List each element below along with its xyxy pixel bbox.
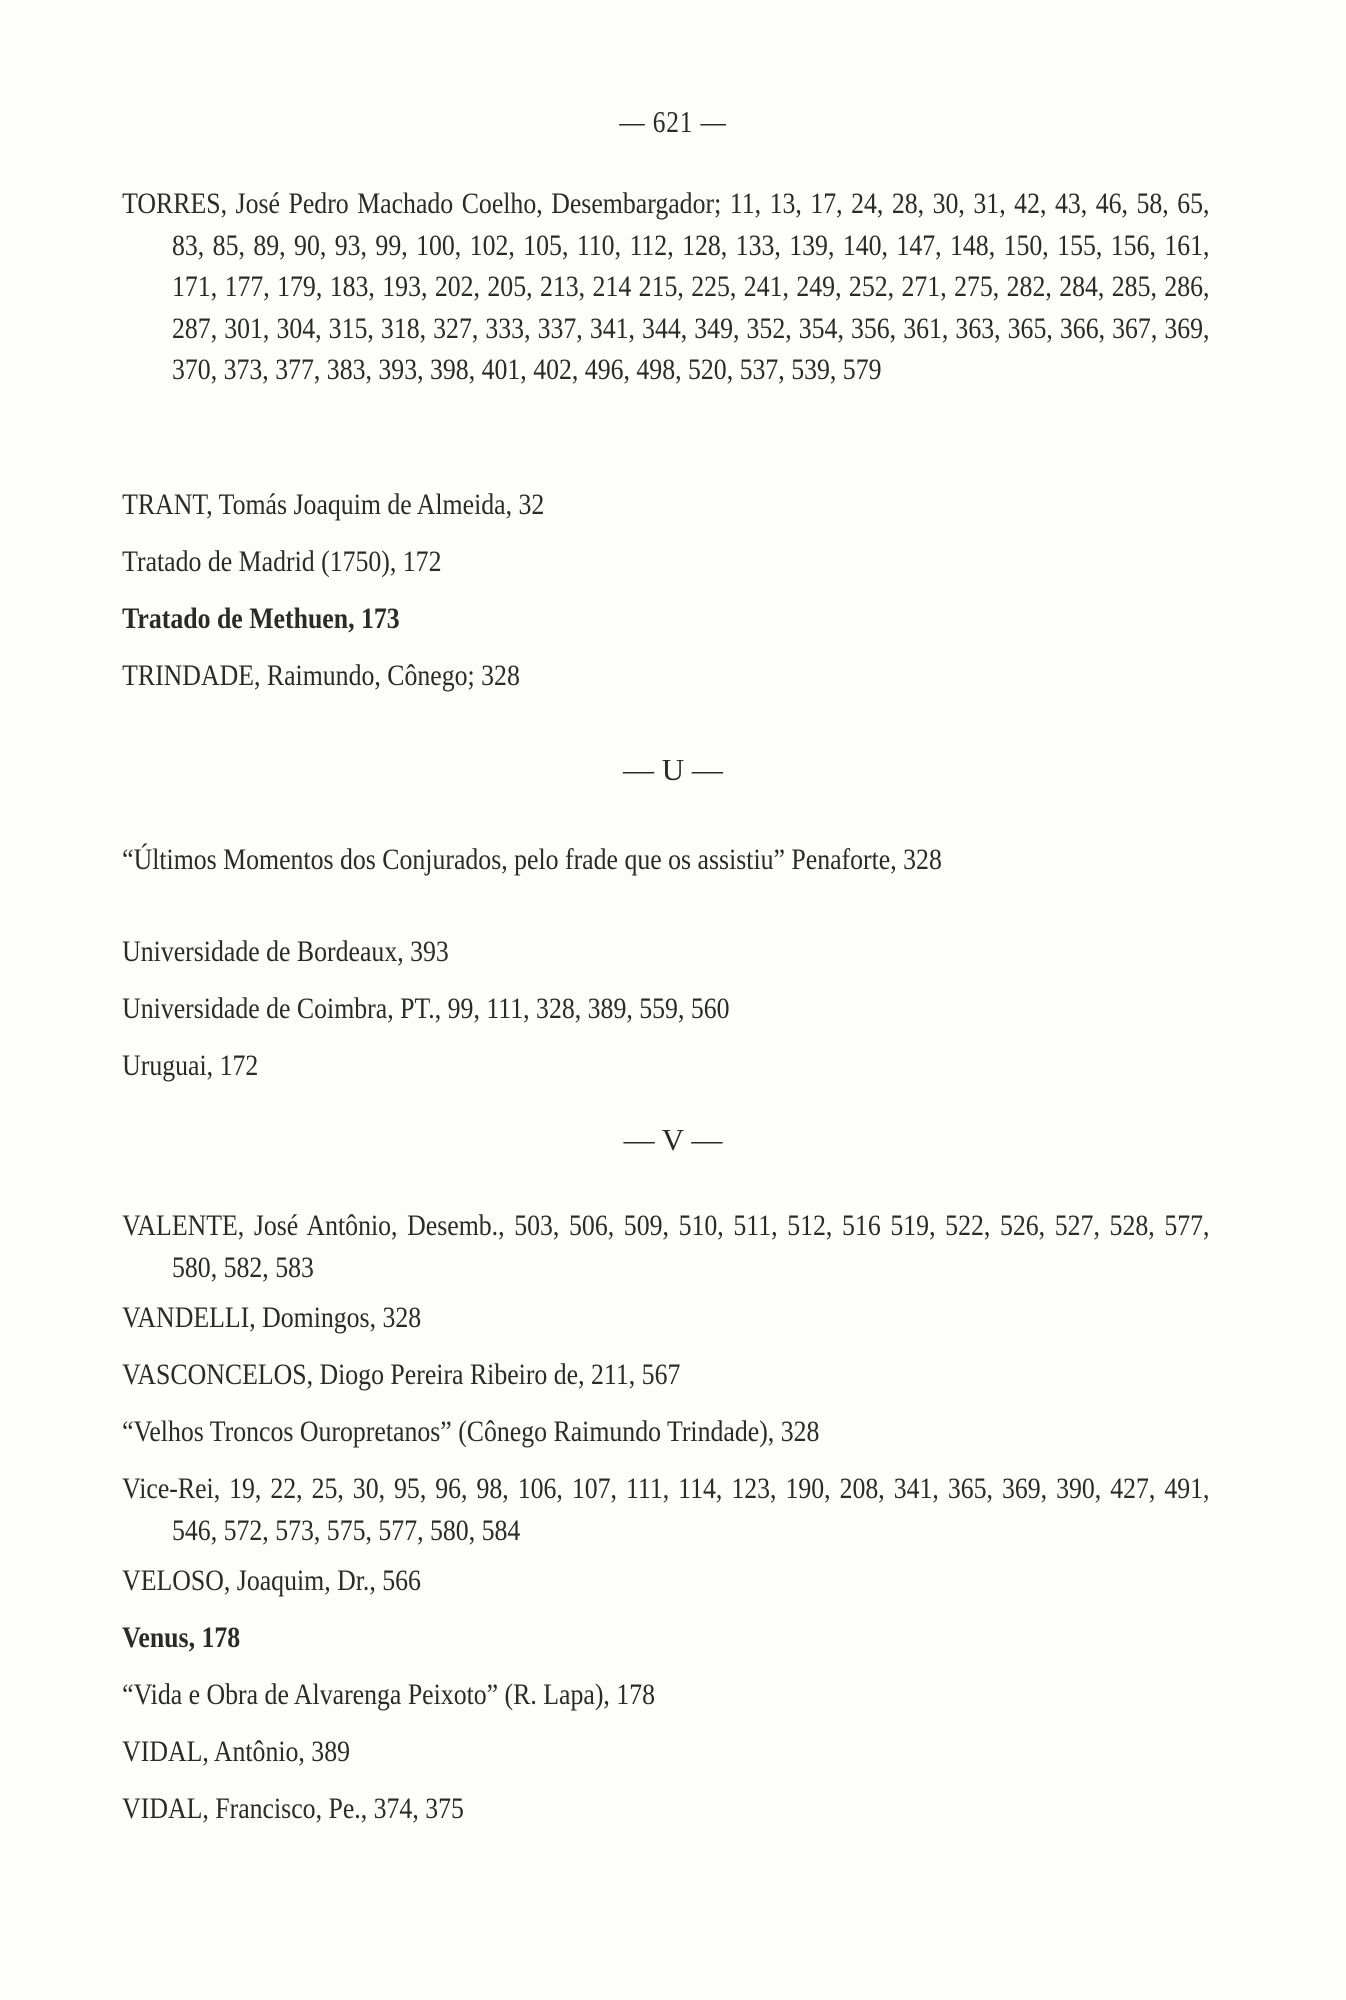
index-entry-trindade bbox=[122, 655, 1270, 697]
index-entry-text: Vice-Rei, 19, 22, 25, 30, 95, 96, 98, 106, 107, 111, 114, 123, 190, 208, 341, 365, 369, 390, 427, 491, 546, 572, 573, 575, 577, 580, 584 bbox=[122, 1472, 1210, 1547]
index-entry-text: VIDAL, Francisco, Pe., 374, 375 bbox=[122, 1792, 464, 1825]
index-entry-valente bbox=[122, 1205, 1270, 1288]
page-number: — 621 — bbox=[619, 104, 727, 139]
section-heading-v: — V — bbox=[623, 1122, 723, 1157]
index-entry-tratado-methuen bbox=[122, 598, 1270, 640]
index-entry-text: Tratado de Methuen, 173 bbox=[122, 602, 400, 635]
index-entry-trant bbox=[122, 484, 1270, 526]
section-heading-u: — U — bbox=[623, 752, 723, 787]
index-entry-vice-rei bbox=[122, 1468, 1270, 1551]
index-entry-vida-e-obra bbox=[122, 1674, 1270, 1716]
index-entry-venus bbox=[122, 1617, 1270, 1659]
index-entry-tratado-madrid bbox=[122, 541, 1270, 583]
index-entry-univ-coimbra bbox=[122, 988, 1270, 1030]
index-entry-text: VANDELLI, Domingos, 328 bbox=[122, 1301, 422, 1334]
index-entry-vandelli bbox=[122, 1297, 1270, 1339]
index-entry-vidal-francisco bbox=[122, 1788, 1270, 1830]
index-entry-torres bbox=[122, 183, 1270, 391]
index-entry-text: TORRES, José Pedro Machado Coelho, Desembargador; 11, 13, 17, 24, 28, 30, 31, 42, 43, 46, 58, 65, 83, 85, 89, 90, 93, 99, 100, 102, 105, 110, 112, 128, 133, 139, 140, 147, 148, 150, 155, 156, 161, 171, 177, 179, 183, 193, 202, 205, 213, 214 215, 225, 241, 249, 252, 271, 275, 282, 284, 285, 286, 287, 301, 304, 315, 318, 327, 333, 337, 341, 344, 349, 352, 354, 356, 361, 363, 365, 366, 367, 369, 370, 373, 377, 383, 393, 398, 401, 402, 496, 498, 520, 537, 539, 579 bbox=[122, 187, 1210, 386]
index-entry-text: “Últimos Momentos dos Conjurados, pelo frade que os assistiu” Penaforte, 328 bbox=[122, 843, 942, 876]
index-entry-ultimos-momentos bbox=[122, 839, 1270, 881]
index-entry-text: TRINDADE, Raimundo, Cônego; 328 bbox=[122, 659, 520, 692]
index-entry-text: TRANT, Tomás Joaquim de Almeida, 32 bbox=[122, 488, 545, 521]
index-entry-text: Universidade de Coimbra, PT., 99, 111, 328, 389, 559, 560 bbox=[122, 992, 730, 1025]
index-entry-vidal-antonio bbox=[122, 1731, 1270, 1773]
index-entry-text: VELOSO, Joaquim, Dr., 566 bbox=[122, 1564, 421, 1597]
index-entry-text: VASCONCELOS, Diogo Pereira Ribeiro de, 211, 567 bbox=[122, 1358, 681, 1391]
index-entry-text: VALENTE, José Antônio, Desemb., 503, 506, 509, 510, 511, 512, 516 519, 522, 526, 527, 528, 577, 580, 582, 583 bbox=[122, 1209, 1210, 1284]
index-entry-text: VIDAL, Antônio, 389 bbox=[122, 1735, 351, 1768]
index-entry-text: “Velhos Troncos Ouropretanos” (Cônego Raimundo Trindade), 328 bbox=[122, 1415, 820, 1448]
index-entry-text: Uruguai, 172 bbox=[122, 1049, 259, 1082]
index-entry-vasconcelos bbox=[122, 1354, 1270, 1396]
index-entry-uruguai bbox=[122, 1045, 1270, 1087]
index-entry-univ-bordeaux bbox=[122, 931, 1270, 973]
index-entry-text: Universidade de Bordeaux, 393 bbox=[122, 935, 449, 968]
index-entry-text: Tratado de Madrid (1750), 172 bbox=[122, 545, 442, 578]
index-entry-veloso bbox=[122, 1560, 1270, 1602]
index-entry-text: “Vida e Obra de Alvarenga Peixoto” (R. Lapa), 178 bbox=[122, 1678, 656, 1711]
index-entry-text: Venus, 178 bbox=[122, 1621, 241, 1654]
index-entry-velhos-troncos bbox=[122, 1411, 1270, 1453]
